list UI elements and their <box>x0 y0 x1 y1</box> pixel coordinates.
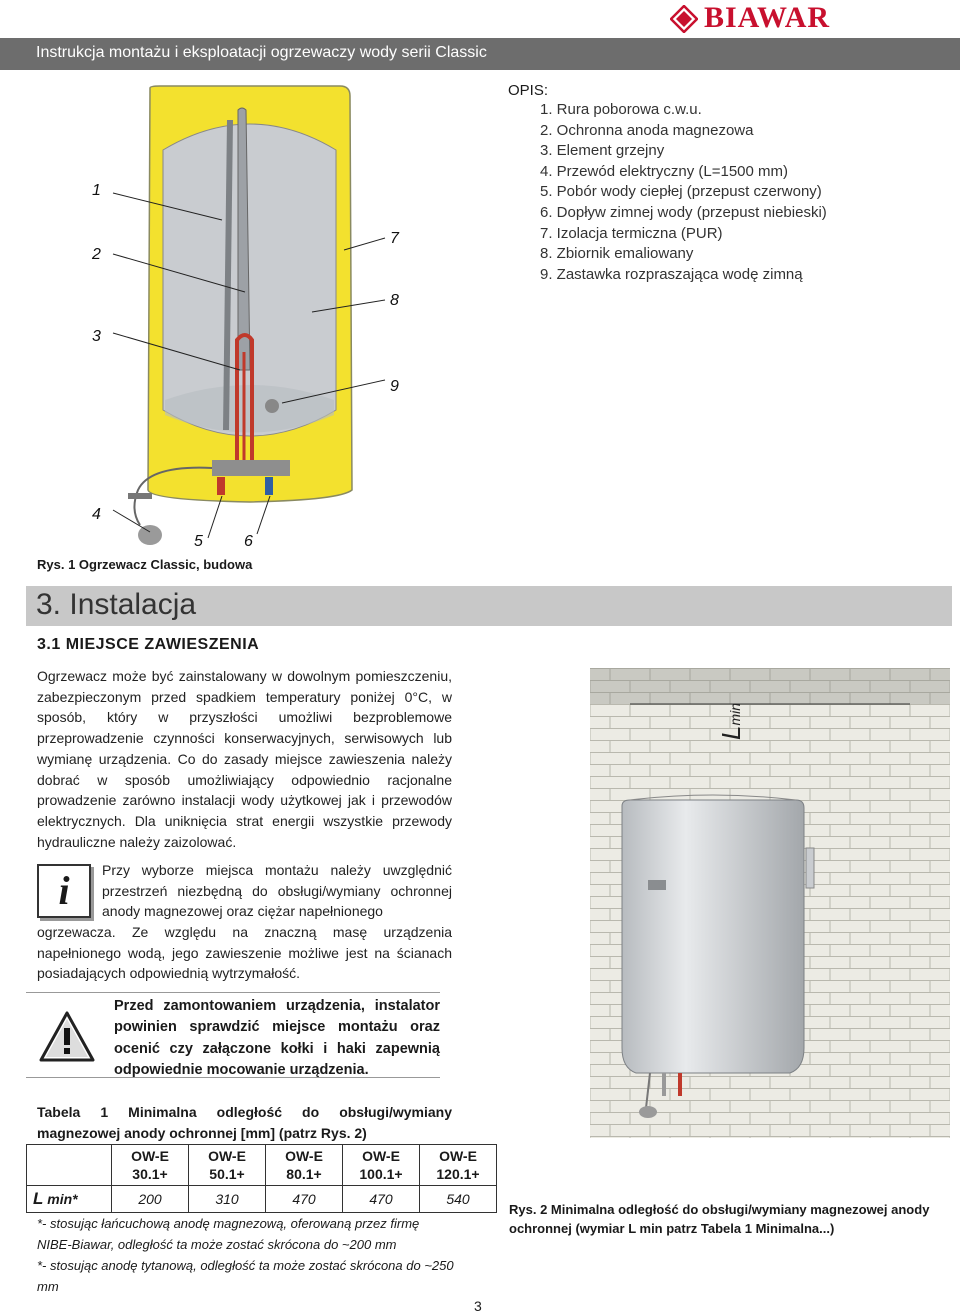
legend-item: 3. Element grzejny <box>540 142 665 160</box>
section-header-bar <box>26 586 952 626</box>
model-line1: OW-E <box>362 1148 400 1164</box>
header-bar <box>0 38 960 70</box>
table-corner-cell <box>27 1145 112 1186</box>
brand-diamond-icon <box>670 5 698 33</box>
model-line1: OW-E <box>131 1148 169 1164</box>
table-row <box>27 1186 497 1213</box>
legend-title: OPIS: <box>508 82 549 99</box>
subsection-heading: 3.1 MIEJSCE ZAWIESZENIA <box>37 636 260 653</box>
legend-list <box>540 100 827 285</box>
document-title: Instrukcja montażu i eksploatacji ogrzewaczy wody serii Classic <box>36 44 487 61</box>
row-label-main: L <box>33 1189 44 1208</box>
callout-2: 2 <box>92 246 101 263</box>
table-cell: 540 <box>420 1186 497 1213</box>
table-header-cell <box>112 1145 189 1186</box>
warning-triangle-icon <box>38 1010 96 1064</box>
dimension-label-main: L <box>716 725 746 740</box>
callout-6: 6 <box>244 533 253 550</box>
callout-4: 4 <box>92 506 101 523</box>
model-line1: OW-E <box>285 1148 323 1164</box>
legend-item: 1. Rura poborowa c.w.u. <box>540 101 702 118</box>
table-footnote-titanium-anode: *- stosując anodę tytanową, odległość ta może zostać skrócona do ~250 mm <box>37 1258 454 1294</box>
legend-item: 7. Izolacja termiczna (PUR) <box>540 224 723 242</box>
heater-cross-section-diagram <box>0 70 500 560</box>
model-line2: 120.1+ <box>436 1166 480 1182</box>
warning-text: Przed zamontowaniem urządzenia, instalator powinien sprawdzić miejsce montażu oraz ocenić czy załączone kołki i haki zapewnią odpowiednie mocowanie urządzenia. <box>114 998 440 1078</box>
table-cell: 200 <box>112 1186 189 1213</box>
table-cell: 310 <box>189 1186 266 1213</box>
table-header-cell <box>420 1145 497 1186</box>
table-cell: 470 <box>266 1186 343 1213</box>
figure2-caption: Rys. 2 Minimalna odległość do obsługi/wymiany magnezowej anody ochronnej (wymiar L min patrz Tabela 1 Minimalna...) <box>509 1202 930 1236</box>
table-cell: 470 <box>343 1186 420 1213</box>
dimension-label <box>716 680 744 740</box>
info-note-text: Przy wyborze miejsca montażu należy uwzględnić przestrzeń niezbędną do obsługi/wymiany ochronnej anody magnezowej oraz ciężar napełnionego <box>102 862 452 920</box>
section-title: 3. Instalacja <box>36 588 197 621</box>
row-label-sub: min* <box>47 1191 78 1207</box>
legend-item: 4. Przewód elektryczny (L=1500 mm) <box>540 162 789 180</box>
wall-mounted-heater-illustration <box>590 668 950 1138</box>
table-title: Tabela 1 Minimalna odległość do obsługi/wymiany magnezowej anody ochronnej [mm] (patrz Rys. 2) <box>37 1104 452 1141</box>
page-number: 3 <box>474 1298 482 1314</box>
info-note-text-continued: ogrzewacza. Ze względu na znaczną masę urządzenia napełnionego wodą, jego zawieszenie możliwe jest na ścianach posiadających odpowiednią wytrzymałość. <box>37 924 452 982</box>
callout-9: 9 <box>390 378 399 395</box>
callout-7: 7 <box>390 230 399 247</box>
brand-logo <box>668 2 868 34</box>
callout-5: 5 <box>194 533 203 550</box>
table-header-cell <box>343 1145 420 1186</box>
info-icon <box>37 864 91 918</box>
model-line2: 80.1+ <box>286 1166 322 1182</box>
model-line1: OW-E <box>208 1148 246 1164</box>
callout-1: 1 <box>92 182 101 199</box>
table-header-cell <box>189 1145 266 1186</box>
figure1-caption: Rys. 1 Ogrzewacz Classic, budowa <box>37 557 253 572</box>
callout-3: 3 <box>92 328 101 345</box>
table-header-row <box>27 1145 497 1186</box>
callout-8: 8 <box>390 292 399 309</box>
table-footnote-chain-anode: *- stosując łańcuchową anodę magnezową, oferowaną przez firmę NIBE-Biawar, odległość ta może zostać skrócona do ~200 mm <box>37 1216 420 1252</box>
model-line1: OW-E <box>439 1148 477 1164</box>
table-header-cell <box>266 1145 343 1186</box>
model-line2: 100.1+ <box>359 1166 403 1182</box>
min-distance-table <box>26 1144 497 1213</box>
model-line2: 30.1+ <box>132 1166 168 1182</box>
row-label <box>27 1186 112 1213</box>
model-line2: 50.1+ <box>209 1166 245 1182</box>
dimension-label-sub: min <box>727 702 743 726</box>
info-icon-glyph: i <box>58 868 70 913</box>
legend-item: 8. Zbiornik emaliowany <box>540 245 694 263</box>
legend-item: 5. Pobór wody ciepłej (przepust czerwony) <box>540 183 822 201</box>
legend-item: 2. Ochronna anoda magnezowa <box>540 121 754 139</box>
legend-item: 9. Zastawka rozpraszająca wodę zimną <box>540 265 803 283</box>
installation-paragraph: Ogrzewacz może być zainstalowany w dowolnym pomieszczeniu, zabezpieczonym przed spadkiem temperatury poniżej 0°C, w sposób, który w przyszłości umożliwi bezproblemowe przeprowadzenie czynności konserwacyjnych, serwisowych lub wymianę urządzenia. Co do zasady miejsce zawieszenia należy dobrać w sposób umożliwiający odpowiednio racjonalne prowadzenie zarówno instalacji wody użytkowej jak i przewodów elektrycznych. Dla uniknięcia strat energii wszystkie przewody hydrauliczne należy zaizolować. <box>37 668 452 850</box>
legend-item: 6. Dopływ zimnej wody (przepust niebieski) <box>540 203 827 221</box>
brand-name: BIAWAR <box>704 1 831 34</box>
